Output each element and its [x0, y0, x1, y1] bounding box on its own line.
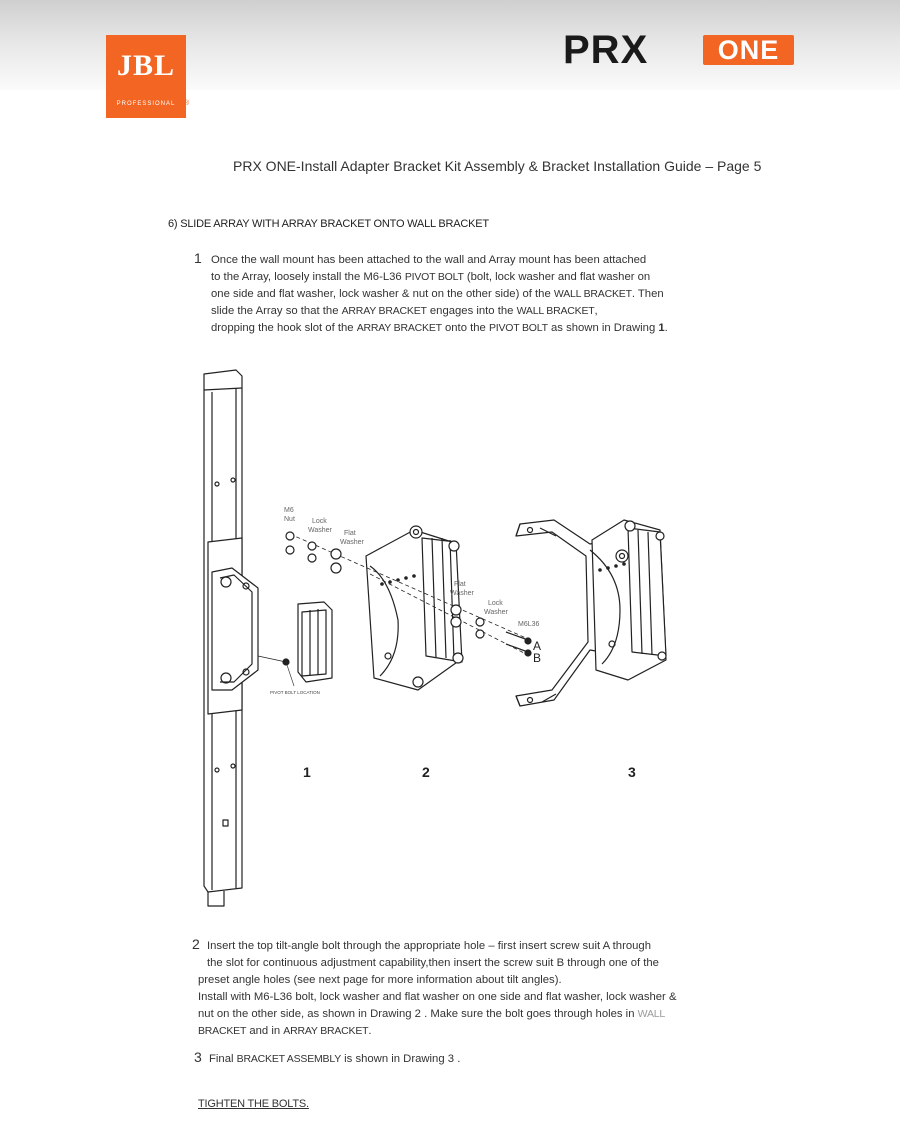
- wall-bracket-term: WALL BRACKET: [516, 305, 595, 317]
- array-bracket-term: ARRAY BRACKET: [356, 322, 442, 334]
- screw-suit-b-label: B: [533, 651, 542, 665]
- step-2-line: [198, 955, 677, 972]
- tighten-bolts-note: TIGHTEN THE BOLTS.: [198, 1098, 309, 1110]
- step-2-line: [198, 972, 677, 989]
- step-2-text: .: [368, 1025, 372, 1037]
- step-1-text: slide the Array so that the: [211, 305, 339, 317]
- step-1-line: [211, 252, 668, 269]
- step-2-text: through one of the: [567, 957, 659, 969]
- pivot-bolt-term: PIVOT BOLT: [404, 271, 464, 283]
- step-3-text: Final: [209, 1053, 234, 1065]
- m6l36-label: M6L36: [518, 621, 540, 628]
- step-1-text: one side and flat washer, lock washer & nut on the other side) of the: [211, 288, 551, 300]
- step-2-text: nut on the other side, as shown in Drawing: [198, 1008, 412, 1020]
- step-1-text: onto the: [444, 322, 486, 334]
- drawing-ref: 2: [414, 1008, 421, 1020]
- flat-washer-2-label-line1: Flat: [454, 581, 466, 588]
- page-title: PRX ONE-Install Adapter Bracket Kit Assembly & Bracket Installation Guide – Page 5: [233, 158, 762, 174]
- step-1-text: engages into the: [429, 305, 514, 317]
- step-2-text: Install with M6-L36 bolt, lock washer and flat washer on one side and flat washer, lock washer &: [198, 991, 677, 1003]
- step-1-paragraph: [211, 252, 668, 337]
- drawing-number-3: 3: [628, 764, 636, 780]
- step-2-text: through: [612, 940, 651, 952]
- step-2-line: [198, 1006, 677, 1023]
- jbl-logo: [106, 35, 186, 118]
- step-1-text: to the Array, loosely install the M6-L36: [211, 271, 402, 283]
- section-heading: 6) SLIDE ARRAY WITH ARRAY BRACKET ONTO WALL BRACKET: [168, 218, 489, 230]
- step-2-text: and in: [249, 1025, 281, 1037]
- prx-logo-text: PRX: [563, 28, 649, 72]
- pivot-bolt-location-label: PIVOT BOLT LOCATION: [270, 690, 320, 695]
- step-2-text: preset angle holes (see next page for more information about tilt angles).: [198, 974, 562, 986]
- wall-bracket-term: WALL BRACKET: [553, 288, 632, 300]
- step-1-line: [211, 303, 668, 320]
- jbl-registered-mark: ®: [184, 100, 190, 107]
- m6-nut-label-line2: Nut: [284, 516, 295, 523]
- step-2-line: [198, 989, 677, 1006]
- screw-suit-a-ref: A: [602, 940, 610, 952]
- step-3-number: 3: [194, 1049, 202, 1065]
- step-1-number: 1: [194, 250, 202, 266]
- final-assembly-drawing: [516, 520, 666, 706]
- step-2-paragraph: [198, 938, 677, 1040]
- step-1-text: dropping the hook slot of the: [211, 322, 354, 334]
- prx-logo-one-badge: ONE: [703, 35, 794, 65]
- array-bracket-term: ARRAY BRACKET: [341, 305, 427, 317]
- step-2-number: 2: [192, 936, 200, 952]
- step-2-line: [198, 1023, 677, 1040]
- step-1-text: as shown in Drawing: [551, 322, 656, 334]
- step-3-paragraph: [209, 1051, 460, 1068]
- step-3-text: .: [457, 1053, 461, 1065]
- column-speaker-drawing: [204, 370, 332, 906]
- lock-washer-1-label-line2: Washer: [308, 527, 332, 534]
- screw-suit-b-ref: B: [556, 957, 565, 969]
- jbl-logo-subtext: PROFESSIONAL: [116, 101, 176, 107]
- flat-washer-1-label-line1: Flat: [344, 530, 356, 537]
- drawing-ref: 1: [658, 322, 665, 334]
- step-3-line: [209, 1051, 460, 1068]
- pivot-bolt-term: PIVOT BOLT: [488, 322, 548, 334]
- step-1-line: [211, 320, 668, 337]
- bracket-assembly-term: BRACKET ASSEMBLY: [236, 1053, 342, 1065]
- flat-washer-1-label-line2: Washer: [340, 539, 364, 546]
- lock-washer-2-label-line1: Lock: [488, 600, 503, 607]
- step-2-text: Insert the top tilt-angle bolt through the appropriate hole – first insert screw suit: [207, 940, 601, 952]
- flat-washer-2-label-line2: Washer: [450, 590, 474, 597]
- step-1-text: .: [664, 322, 668, 334]
- jbl-logo-text: JBL: [116, 49, 176, 82]
- step-1-text: . Then: [631, 288, 664, 300]
- step-1-line: [211, 286, 668, 303]
- step-2-text: . Make sure the bolt goes through holes in: [424, 1008, 635, 1020]
- m6-nut-label-line1: M6: [284, 507, 294, 514]
- step-3-text: is shown in Drawing: [344, 1053, 445, 1065]
- drawing-number-2: 2: [422, 764, 430, 780]
- wall-bracket-term: WALL: [637, 1008, 666, 1020]
- assembly-drawing: [160, 360, 740, 920]
- lock-washer-1-label-line1: Lock: [312, 518, 327, 525]
- step-1-text: (bolt, lock washer and flat washer on: [466, 271, 651, 283]
- drawing-ref: 3: [447, 1053, 455, 1065]
- wall-bracket-term: BRACKET: [198, 1025, 247, 1037]
- screw-suit-a-label: A: [533, 639, 542, 653]
- drawing-number-1: 1: [303, 764, 311, 780]
- step-2-line: [198, 938, 677, 955]
- step-1-line: [211, 269, 668, 286]
- step-1-text: Once the wall mount has been attached to the wall and Array mount has been attached: [211, 254, 647, 266]
- step-2-text: the slot for continuous adjustment capability,then insert the screw suit: [207, 957, 554, 969]
- array-bracket-term: ARRAY BRACKET: [283, 1025, 369, 1037]
- lock-washer-2-label-line2: Washer: [484, 609, 508, 616]
- step-1-text: ,: [594, 305, 598, 317]
- assembly-drawing-svg: [160, 360, 740, 920]
